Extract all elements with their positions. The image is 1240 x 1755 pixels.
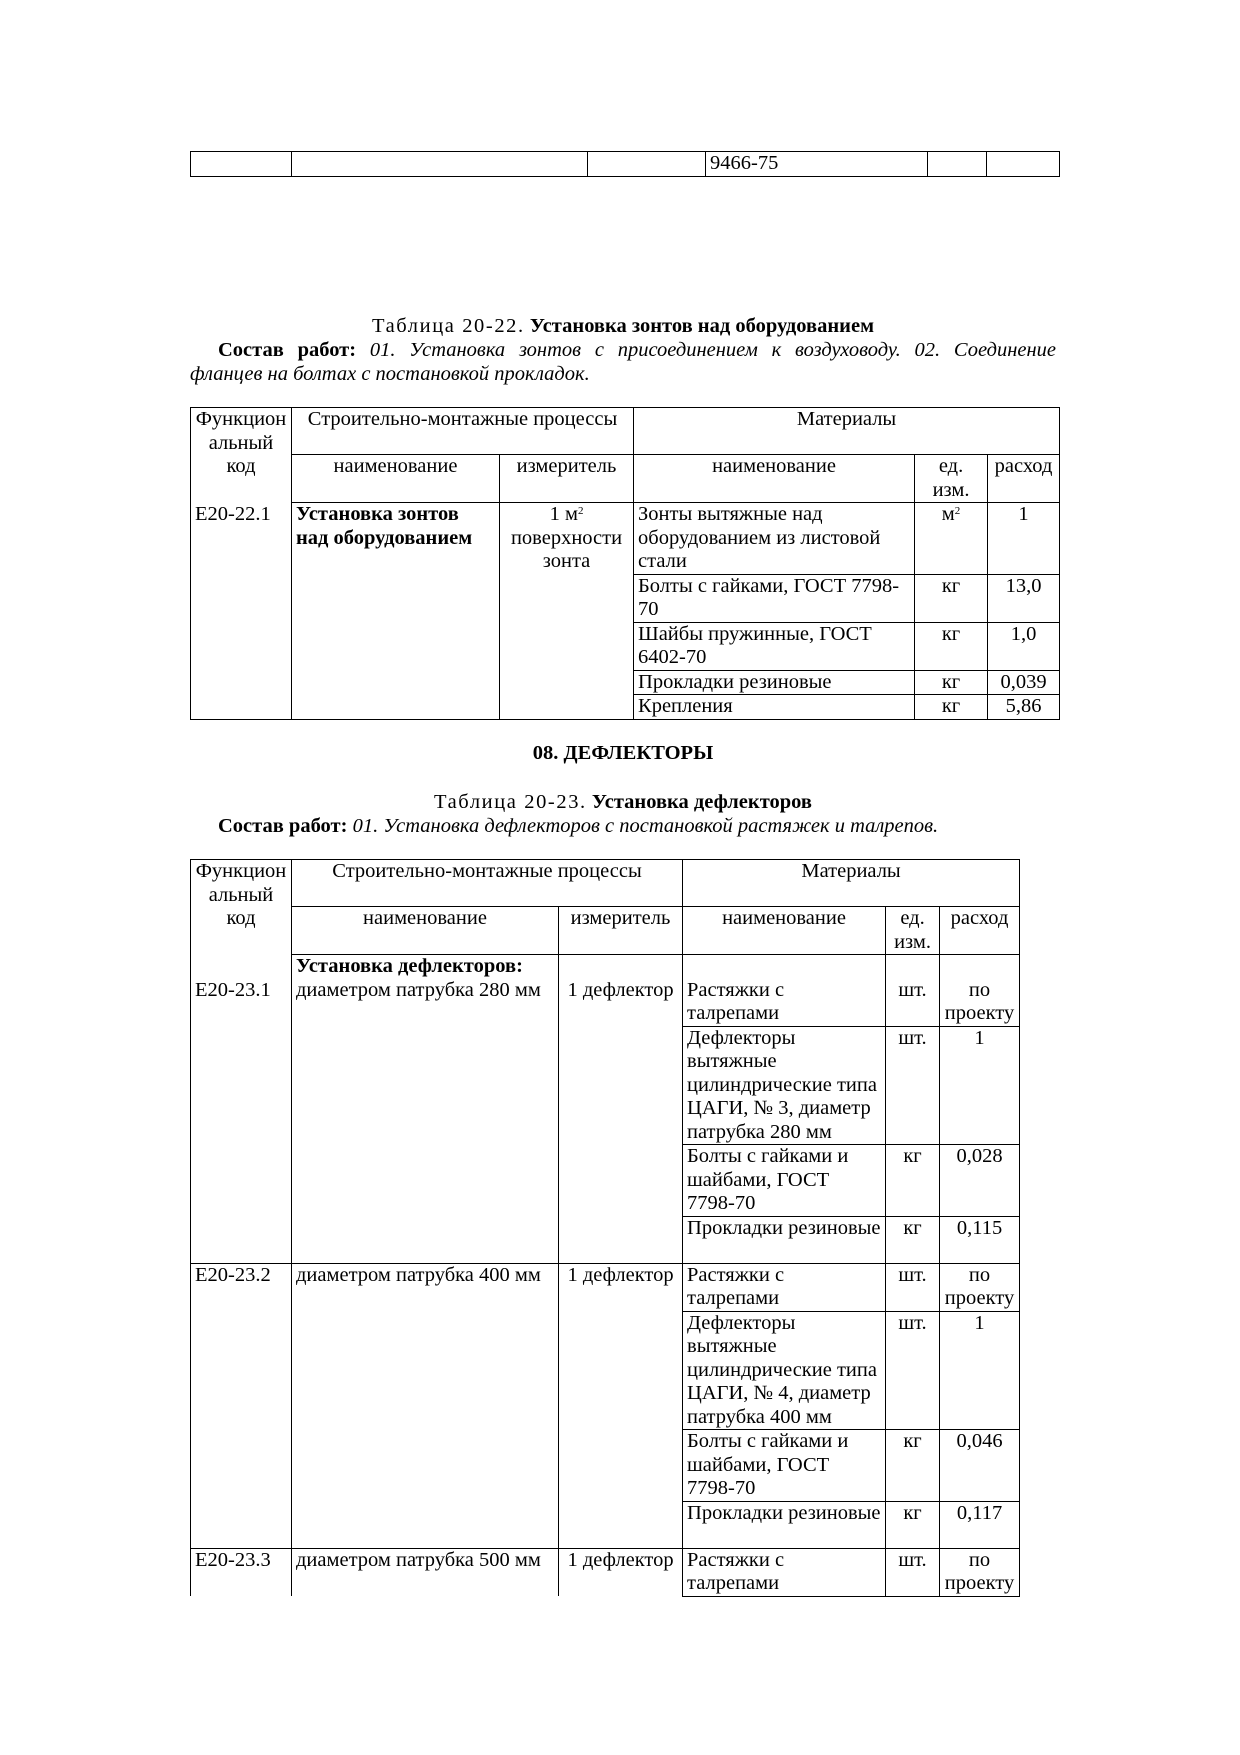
material-qty: 0,046: [940, 1430, 1020, 1502]
material-name: Шайбы пружинные, ГОСТ 6402-70: [634, 622, 915, 670]
table-caption-title: Установка дефлекторов: [591, 791, 812, 813]
header-material-name: наименование: [683, 907, 886, 955]
table-20-22-composition: [190, 338, 1056, 386]
header-meter: измеритель: [500, 455, 634, 503]
material-unit: $м^2$: [915, 503, 988, 575]
fragment-cell: [588, 152, 706, 177]
material-unit: шт.: [886, 979, 940, 1027]
material-qty: 0,117: [940, 1501, 1020, 1548]
group-spacer: [559, 955, 683, 979]
row-meter: 1 дефлектор: [559, 1548, 683, 1596]
row-code: Е20-23.2: [191, 1263, 292, 1548]
material-name: Растяжки с талрепами: [683, 1263, 886, 1311]
composition-text: 01. Установка дефлекторов с постановкой растяжек и талрепов.: [352, 815, 939, 837]
material-unit: кг: [886, 1145, 940, 1217]
material-unit: шт.: [886, 1311, 940, 1430]
material-name: Крепления: [634, 695, 915, 720]
material-qty: 5,86: [988, 695, 1060, 720]
composition-label: Состав работ:: [218, 815, 348, 837]
header-func-code: Функцион альный код: [191, 408, 292, 503]
section-heading: 08. ДЕФЛЕКТОРЫ: [532, 742, 714, 764]
fragment-cell: [928, 152, 987, 177]
material-qty: по проекту: [940, 1548, 1020, 1596]
header-materials: Материалы: [634, 408, 1060, 455]
material-name: Болты с гайками и шайбами, ГОСТ 7798-70: [683, 1430, 886, 1502]
material-unit: кг: [886, 1501, 940, 1548]
material-qty: 0,039: [988, 670, 1060, 695]
material-name: Прокладки резиновые: [634, 670, 915, 695]
header-materials: Материалы: [683, 860, 1020, 907]
group-title: Установка дефлекторов:: [292, 955, 559, 979]
row-meter: 1 дефлектор: [559, 979, 683, 1264]
table-20-23-caption: [190, 790, 1056, 814]
row-process: диаметром патрубка 280 мм: [292, 979, 559, 1264]
header-material-name: наименование: [634, 455, 915, 503]
material-unit: кг: [915, 670, 988, 695]
header-processes: Строительно-монтажные процессы: [292, 408, 634, 455]
material-name: Растяжки с талрепами: [683, 1548, 886, 1596]
table-caption-prefix: Таблица 20-22.: [371, 315, 525, 337]
composition-text: 01. Установка зонтов с присоединением к воздуховоду. 02. Соединение: [369, 339, 1056, 361]
header-consumption: расход: [988, 455, 1060, 503]
header-unit: ед. изм.: [886, 907, 940, 955]
material-name: Дефлекторы вытяжные цилиндрические типа ЦАГИ, № 3, диаметр патрубка 280 мм: [683, 1026, 886, 1145]
material-name: Растяжки с талрепами: [683, 979, 886, 1027]
table-caption-prefix: Таблица 20-23.: [434, 791, 587, 813]
table-20-23: [190, 859, 1020, 1597]
material-qty: 0,115: [940, 1216, 1020, 1263]
material-qty: по проекту: [940, 979, 1020, 1027]
material-qty: 1: [988, 503, 1060, 575]
material-qty: 13,0: [988, 574, 1060, 622]
header-func-code: Функцион альный код: [191, 860, 292, 955]
material-qty: 0,028: [940, 1145, 1020, 1217]
row-process: диаметром патрубка 400 мм: [292, 1263, 559, 1548]
composition-text-cont: фланцев на болтах с постановкой прокладок.: [190, 363, 590, 385]
material-unit: кг: [886, 1216, 940, 1263]
material-qty: 1: [940, 1311, 1020, 1430]
header-processes: Строительно-монтажные процессы: [292, 860, 683, 907]
header-process-name: наименование: [292, 907, 559, 955]
row-code: Е20-23.1: [191, 979, 292, 1264]
material-unit: кг: [915, 695, 988, 720]
table-20-22-caption: [190, 314, 1056, 338]
material-name: Болты с гайками, ГОСТ 7798-70: [634, 574, 915, 622]
row-code: Е20-23.3: [191, 1548, 292, 1596]
material-unit: шт.: [886, 1548, 940, 1596]
material-unit: кг: [886, 1430, 940, 1502]
composition-label: Состав работ:: [218, 339, 357, 361]
material-unit: шт.: [886, 1263, 940, 1311]
row-process: диаметром патрубка 500 мм: [292, 1548, 559, 1596]
group-spacer: [940, 955, 1020, 979]
material-unit: кг: [915, 622, 988, 670]
material-unit: кг: [915, 574, 988, 622]
header-process-name: наименование: [292, 455, 500, 503]
group-spacer: [886, 955, 940, 979]
material-name: Прокладки резиновые: [683, 1216, 886, 1263]
material-name: Дефлекторы вытяжные цилиндрические типа ЦАГИ, № 4, диаметр патрубка 400 мм: [683, 1311, 886, 1430]
header-meter: измеритель: [559, 907, 683, 955]
header-unit: ед. изм.: [915, 455, 988, 503]
row-meter: 1 $м^2$ поверхности зонта: [500, 503, 634, 720]
header-consumption: расход: [940, 907, 1020, 955]
fragment-cell: [987, 152, 1060, 177]
table-caption-title: Установка зонтов над оборудованием: [529, 315, 875, 337]
material-name: Зонты вытяжные над оборудованием из листовой стали: [634, 503, 915, 575]
row-code: Е20-22.1: [191, 503, 292, 720]
material-qty: 1,0: [988, 622, 1060, 670]
table-20-23-composition: [218, 814, 1058, 838]
continued-table-fragment: [190, 151, 1060, 177]
row-process: Установка зонтов над оборудованием: [292, 503, 500, 720]
material-qty: по проекту: [940, 1263, 1020, 1311]
fragment-cell: [191, 152, 292, 177]
material-qty: 1: [940, 1026, 1020, 1145]
row-meter: 1 дефлектор: [559, 1263, 683, 1548]
group-spacer: [191, 955, 292, 979]
group-spacer: [683, 955, 886, 979]
fragment-cell-gost: 9466-75: [706, 152, 928, 177]
material-unit: шт.: [886, 1026, 940, 1145]
fragment-cell: [292, 152, 588, 177]
material-name: Болты с гайками и шайбами, ГОСТ 7798-70: [683, 1145, 886, 1217]
table-20-22: [190, 407, 1060, 720]
material-name: Прокладки резиновые: [683, 1501, 886, 1548]
